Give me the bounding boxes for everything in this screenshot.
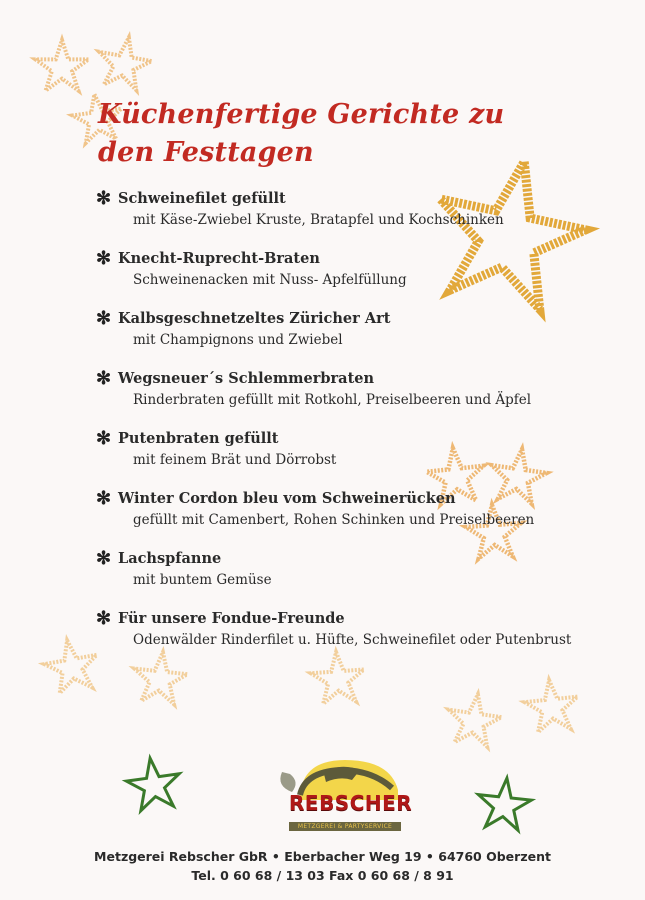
- asterisk-bullet-icon: ✻: [96, 368, 112, 389]
- menu-item: [96, 549, 616, 590]
- page-title-line: den Festtagen: [98, 137, 314, 168]
- menu-item-description: Odenwälder Rinderfilet u. Hüfte, Schweinefilet oder Putenbrust: [133, 632, 572, 648]
- menu-item-name-wrap: [96, 549, 616, 569]
- menu-item-name-wrap: [96, 309, 616, 329]
- menu-item-description: gefüllt mit Camenbert, Rohen Schinken und Preiselbeeren: [133, 512, 535, 528]
- menu-item-name-wrap: [96, 189, 616, 209]
- menu-item-description: mit Käse-Zwiebel Kruste, Bratapfel und Kochschinken: [133, 212, 504, 228]
- menu-item-name-wrap: [96, 369, 616, 389]
- menu-item: [96, 309, 616, 350]
- menu-item-description: Rinderbraten gefüllt mit Rotkohl, Preiselbeeren und Äpfel: [133, 392, 532, 408]
- asterisk-bullet-icon: ✻: [96, 188, 112, 209]
- menu-item: [96, 429, 616, 470]
- footer-address: Metzgerei Rebscher GbR • Eberbacher Weg 19 • 64760 Oberzent: [94, 849, 551, 864]
- menu-item-name: Winter Cordon bleu vom Schweinerücken: [118, 490, 456, 507]
- menu-item-description: mit Champignons und Zwiebel: [133, 332, 343, 348]
- menu-item-name: Für unsere Fondue-Freunde: [118, 610, 345, 627]
- menu-item-description: mit feinem Brät und Dörrobst: [133, 452, 337, 468]
- asterisk-bullet-icon: ✻: [96, 248, 112, 269]
- menu-item: [96, 189, 616, 230]
- menu-item: [96, 609, 616, 650]
- asterisk-bullet-icon: ✻: [96, 428, 112, 449]
- menu-item-name: Putenbraten gefüllt: [118, 430, 279, 447]
- menu-item-description: mit buntem Gemüse: [133, 572, 272, 588]
- menu-item-name-wrap: [96, 429, 616, 449]
- menu-item-name-wrap: [96, 489, 616, 509]
- menu-item-description: Schweinenacken mit Nuss- Apfelfüllung: [133, 272, 407, 288]
- menu-item-name-wrap: [96, 249, 616, 269]
- menu-item-name: Kalbsgeschnetzeltes Züricher Art: [118, 310, 391, 327]
- asterisk-bullet-icon: ✻: [96, 488, 112, 509]
- asterisk-bullet-icon: ✻: [96, 308, 112, 329]
- asterisk-bullet-icon: ✻: [96, 608, 112, 629]
- page-title-line: Küchenfertige Gerichte zu: [98, 99, 505, 130]
- menu-item: [96, 249, 616, 290]
- logo-name: REBSCHER: [289, 791, 413, 815]
- logo-subtitle: METZGEREI & PARTYSERVICE: [289, 822, 401, 831]
- menu-item-name: Schweinefilet gefüllt: [118, 190, 286, 207]
- menu-item-name: Knecht-Ruprecht-Braten: [118, 250, 320, 267]
- menu-item: [96, 489, 616, 530]
- menu-item: [96, 369, 616, 410]
- menu-item-name-wrap: [96, 609, 616, 629]
- menu-item-name: Wegsneuer´s Schlemmerbraten: [118, 370, 375, 387]
- asterisk-bullet-icon: ✻: [96, 548, 112, 569]
- menu-item-name: Lachspfanne: [118, 550, 222, 567]
- footer-phone: Tel. 0 60 68 / 13 03 Fax 0 60 68 / 8 91: [191, 868, 454, 883]
